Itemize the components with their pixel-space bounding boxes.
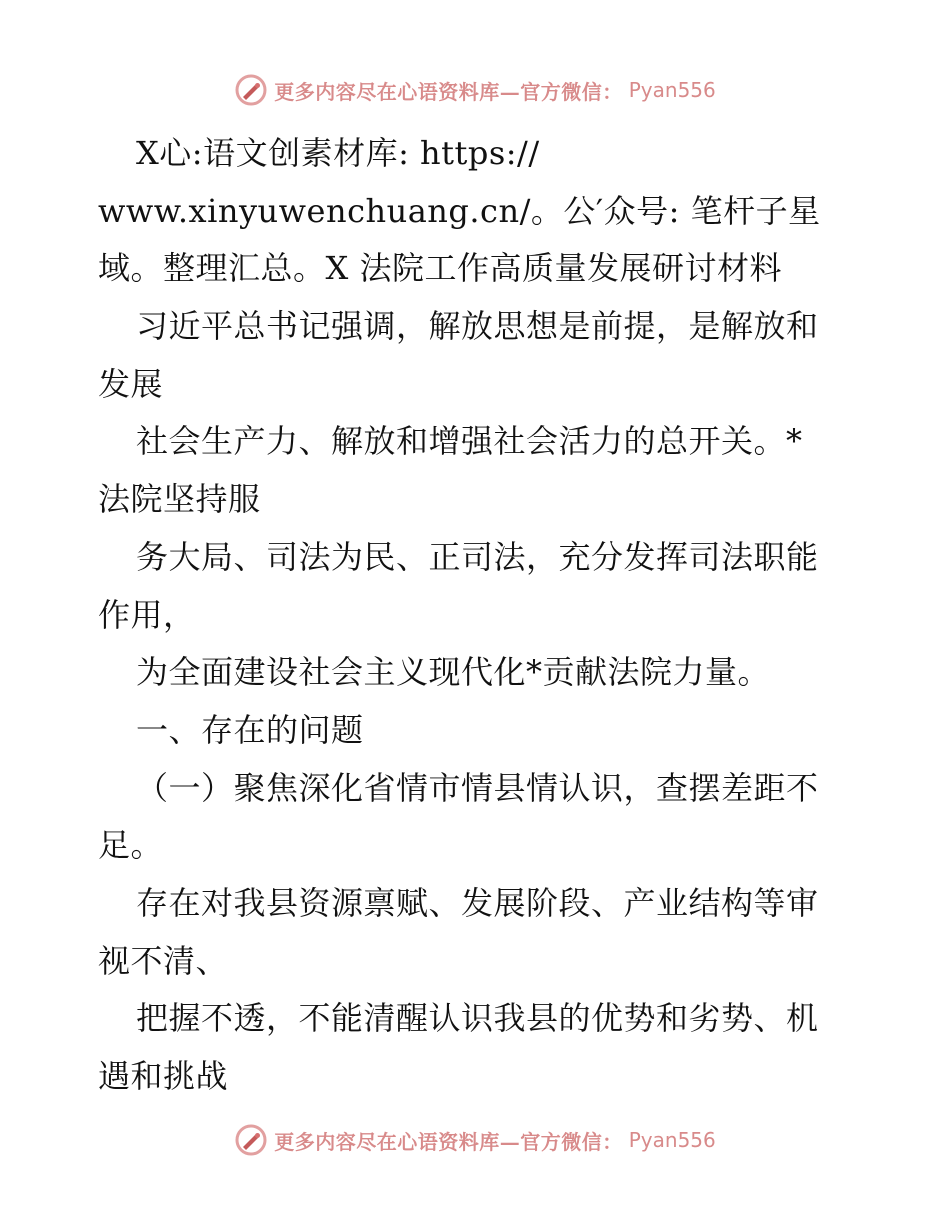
- watermark-wechat-id: Pyan556: [628, 1128, 716, 1152]
- body-line: 务大局、司法为民、正司法，充分发挥司法职能: [136, 537, 819, 576]
- body-line: 作用，: [98, 595, 196, 634]
- watermark-text: 更多内容尽在心语资料库—官方微信：: [274, 1129, 623, 1154]
- body-line: 域。整理汇总。X 法院工作高质量发展研讨材料: [98, 249, 782, 288]
- logo-icon: [234, 1123, 268, 1157]
- body-line: www.xinyuwenchuang.cn/。公′众号: 笔杆子星: [98, 191, 821, 230]
- body-line: 存在对我县资源禀赋、发展阶段、产业结构等审: [136, 883, 819, 922]
- body-line: 为全面建设社会主义现代化*贡献法院力量。: [136, 653, 771, 692]
- body-line: 法院坚持服: [98, 480, 261, 519]
- body-line: 发展: [98, 364, 164, 403]
- body-line: 足。: [98, 826, 164, 865]
- subsection-heading: （一）聚焦深化省情市情县情认识，查摆差距不: [136, 768, 819, 807]
- body-line: X心:语文创素材库: https://: [136, 134, 540, 172]
- section-heading: 一、存在的问题: [136, 710, 364, 749]
- document-body: [98, 125, 858, 1106]
- body-line: 视不清、: [98, 941, 229, 980]
- body-line: 习近平总书记强调，解放思想是前提，是解放和: [136, 307, 819, 346]
- logo-icon: [234, 73, 268, 107]
- body-line: 遇和挑战: [98, 1057, 229, 1095]
- header-watermark: [0, 70, 950, 110]
- body-line: 把握不透，不能清醒认识我县的优势和劣势、机: [136, 999, 819, 1038]
- body-line: 社会生产力、解放和增强社会活力的总开关。*: [136, 422, 803, 461]
- watermark-wechat-id: Pyan556: [628, 78, 716, 102]
- footer-watermark: [0, 1120, 950, 1160]
- watermark-text: 更多内容尽在心语资料库—官方微信：: [274, 79, 623, 104]
